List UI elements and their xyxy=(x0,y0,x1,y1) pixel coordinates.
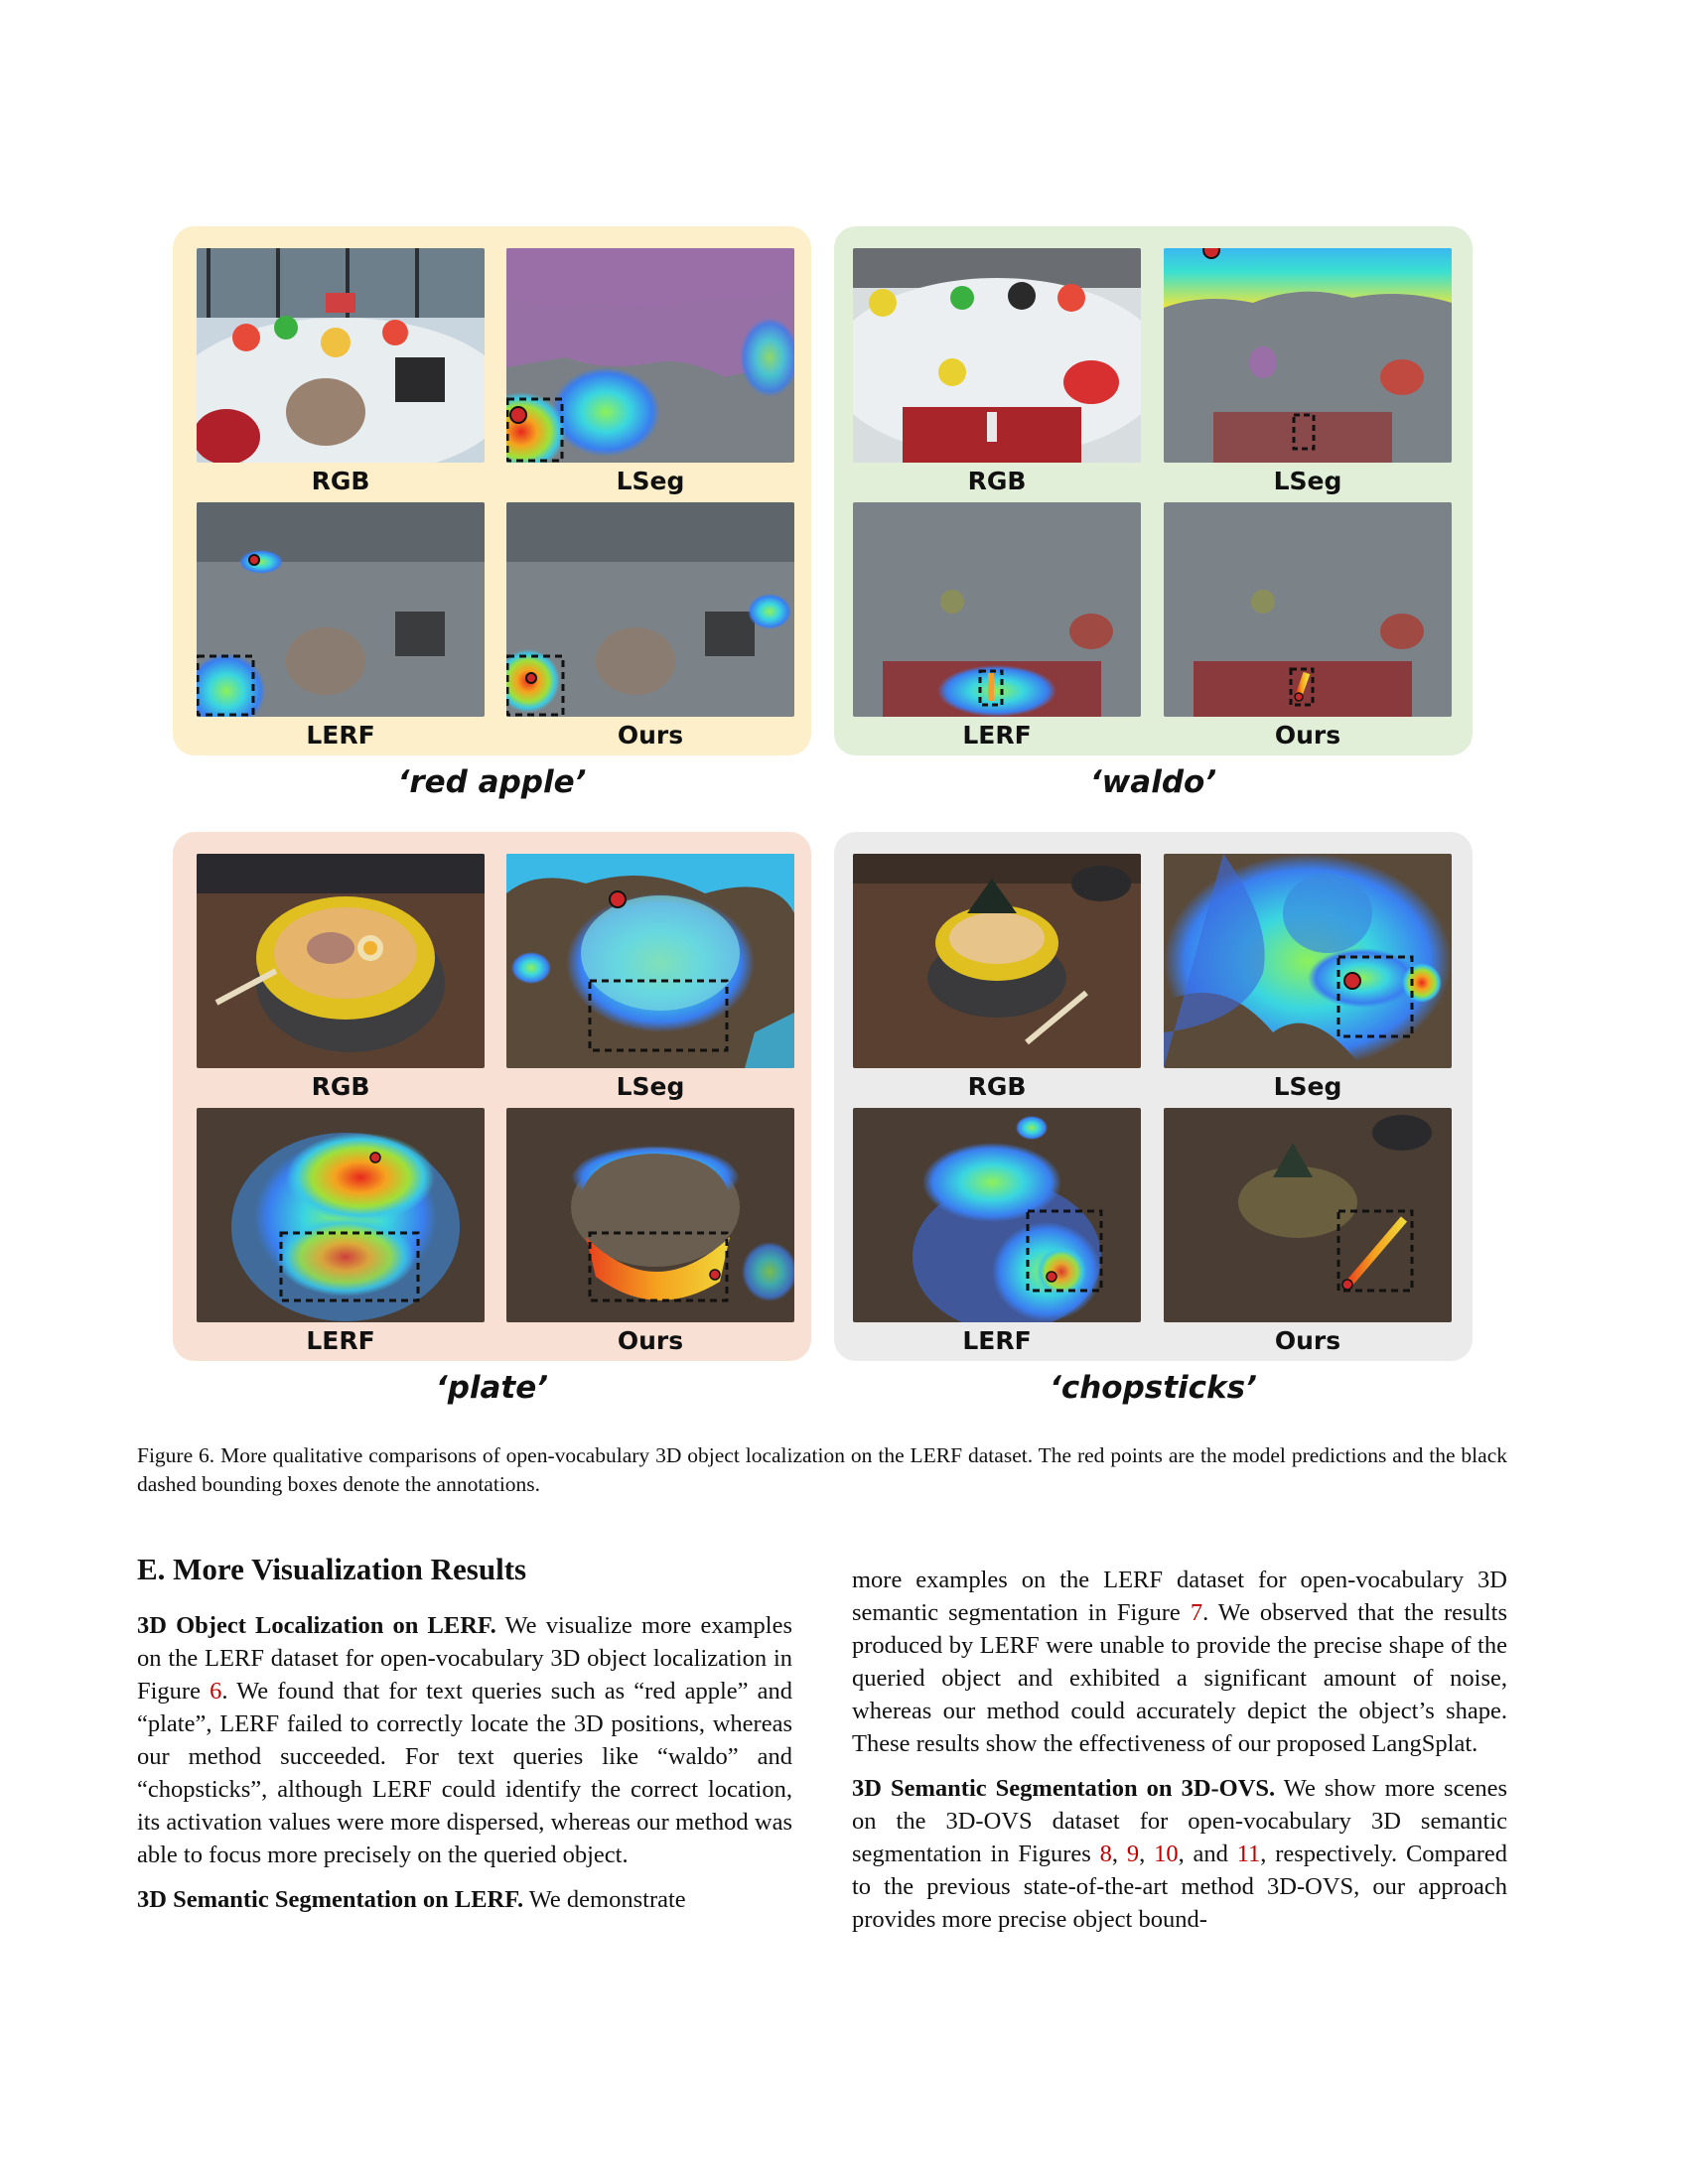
paragraph xyxy=(852,1564,1507,1760)
lseg-image-red-apple xyxy=(506,248,794,463)
paragraph-heading: 3D Semantic Segmentation on 3D-OVS. xyxy=(852,1775,1276,1802)
label-ours: Ours xyxy=(1274,1326,1341,1355)
label-ours: Ours xyxy=(617,721,684,750)
ours-image-red-apple xyxy=(506,502,794,717)
lerf-image-plate xyxy=(197,1108,485,1322)
label-rgb: RGB xyxy=(311,1072,370,1101)
figure-ref-link[interactable]: 11 xyxy=(1236,1841,1261,1867)
lerf-image-waldo xyxy=(853,502,1141,717)
figure-caption: Figure 6. More qualitative comparisons of open-vocabulary 3D object localization on the LERF dataset. The red points are the model predictions and the black dashed bounding boxes denote the annotations. xyxy=(137,1443,1507,1496)
label-lerf: LERF xyxy=(306,1326,375,1355)
paragraph-text: more examples on the LERF dataset for open-vocabulary 3D semantic segmentation in Figure xyxy=(852,1567,1507,1626)
paragraph xyxy=(852,1772,1507,1936)
query-label: ‘plate’ xyxy=(435,1370,549,1406)
label-lerf: LERF xyxy=(306,721,375,750)
paragraph-text: . We found that for text queries such as “red apple” and “plate”, LERF failed to correctly locate the 3D positions, whereas our method succeeded. For text queries like “waldo” and “chopsticks”, although LERF could identify the correct location, its activation values were more dispersed, whereas our method was able to focus more precisely on the queried object. xyxy=(137,1678,792,1868)
rgb-image-red-apple xyxy=(197,248,485,463)
label-rgb: RGB xyxy=(311,467,370,495)
query-label: ‘chopsticks’ xyxy=(1050,1370,1257,1406)
figure-ref-link[interactable]: 8 xyxy=(1099,1841,1112,1867)
paragraph-text: We demonstrate xyxy=(523,1886,686,1913)
lerf-image-chopsticks xyxy=(853,1108,1141,1322)
rgb-image-plate xyxy=(197,854,485,1068)
separator: , xyxy=(1111,1841,1127,1867)
label-lseg: LSeg xyxy=(1273,1072,1342,1101)
label-lerf: LERF xyxy=(962,721,1032,750)
ours-image-waldo xyxy=(1164,502,1452,717)
lerf-image-red-apple xyxy=(197,502,485,717)
paragraph xyxy=(137,1609,792,1871)
query-label: ‘waldo’ xyxy=(1089,764,1217,800)
ours-image-chopsticks xyxy=(1164,1108,1452,1322)
paragraph-text: , respectively. Compared to the previous state-of-the-art method 3D-OVS, our approach provides more precise object bound- xyxy=(852,1841,1508,1933)
ours-image-plate xyxy=(506,1108,794,1322)
left-column xyxy=(137,1552,792,1928)
figure-ref-link[interactable]: 7 xyxy=(1190,1599,1203,1626)
paragraph-text: . We observed that the results produced by LERF were unable to provide the precise shape of the queried object and exhibited a significant amount of noise, whereas our method could accurately depict the object’s shape. These results show the effectiveness of our proposed LangSplat. xyxy=(852,1599,1507,1757)
label-ours: Ours xyxy=(617,1326,684,1355)
separator: , and xyxy=(1178,1841,1237,1867)
label-lerf: LERF xyxy=(962,1326,1032,1355)
paragraph-heading: 3D Semantic Segmentation on LERF. xyxy=(137,1886,524,1913)
label-lseg: LSeg xyxy=(1273,467,1342,495)
right-column xyxy=(852,1564,1507,1948)
paragraph xyxy=(137,1883,792,1916)
label-lseg: LSeg xyxy=(616,467,685,495)
figure-ref-link[interactable]: 10 xyxy=(1154,1841,1179,1867)
figure-ref-link[interactable]: 9 xyxy=(1126,1841,1140,1867)
figure-ref-link[interactable]: 6 xyxy=(210,1678,222,1705)
lseg-image-chopsticks xyxy=(1164,854,1452,1068)
lseg-image-plate xyxy=(506,854,794,1068)
label-rgb: RGB xyxy=(967,467,1027,495)
label-ours: Ours xyxy=(1274,721,1341,750)
paragraph-heading: 3D Object Localization on LERF. xyxy=(137,1612,496,1639)
query-label: ‘red apple’ xyxy=(397,764,587,800)
paragraph-text: We show more scenes on the 3D-OVS dataset for open-vocabulary 3D semantic segmentation in Figures xyxy=(852,1775,1507,1867)
rgb-image-chopsticks xyxy=(853,854,1141,1068)
paragraph-text: We visualize more examples on the LERF dataset for open-vocabulary 3D object localization in Figure xyxy=(137,1612,792,1705)
separator: , xyxy=(1139,1841,1155,1867)
lseg-image-waldo xyxy=(1164,248,1452,463)
section-title: E. More Visualization Results xyxy=(137,1552,527,1586)
label-rgb: RGB xyxy=(967,1072,1027,1101)
label-lseg: LSeg xyxy=(616,1072,685,1101)
rgb-image-waldo xyxy=(853,248,1141,463)
